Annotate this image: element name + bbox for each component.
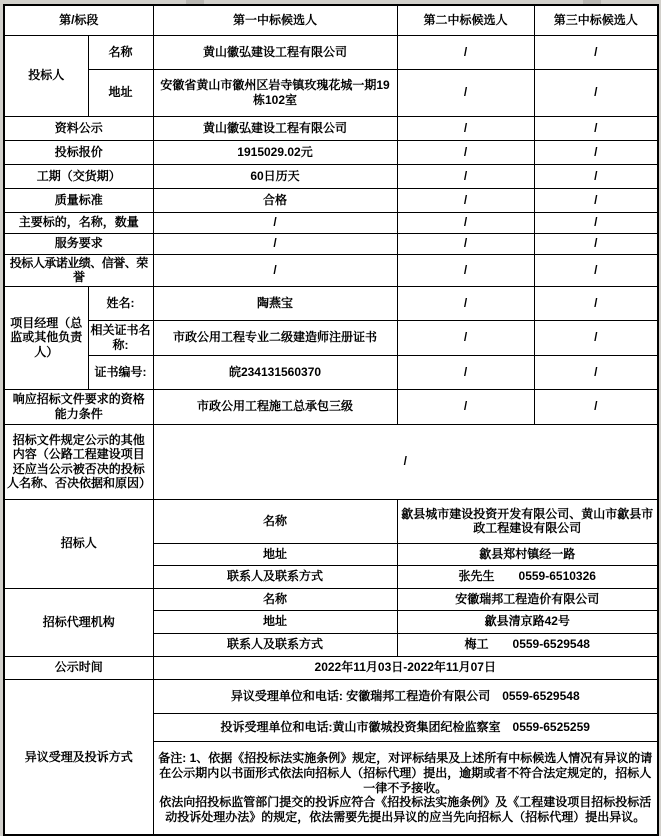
header-section: 第/标段 (4, 5, 153, 35)
pm-certificate-name-label: 相关证书名称: (88, 320, 153, 355)
publicity-period-label: 公示时间 (4, 656, 153, 679)
project-manager-label: 项目经理（总监或其他负责人） (4, 286, 88, 389)
table-row (4, 320, 658, 355)
qualification-value: 市政公用工程施工总承包三级 (153, 389, 397, 424)
table-row (4, 69, 658, 116)
table-header-row (4, 5, 658, 35)
empty-slash-cell: / (534, 69, 658, 116)
bidder-address-value: 安徽省黄山市徽州区岩寺镇玫瑰花城一期19栋102室 (153, 69, 397, 116)
table-row (4, 233, 658, 254)
table-row (4, 188, 658, 212)
objection-note-cell (153, 741, 658, 835)
empty-slash-cell: / (534, 188, 658, 212)
header-second-candidate: 第二中标候选人 (397, 5, 534, 35)
publicity-period-value: 2022年11月03日-2022年11月07日 (153, 656, 658, 679)
bidder-label: 投标人 (4, 35, 88, 116)
empty-slash-cell: / (534, 212, 658, 233)
empty-slash-cell: / (397, 286, 534, 320)
header-third-candidate: 第三中标候选人 (534, 5, 658, 35)
table-row (4, 116, 658, 140)
table-row (4, 355, 658, 389)
table-row (4, 140, 658, 164)
empty-slash-cell: / (534, 389, 658, 424)
objection-unit-value: 异议受理单位和电话: 安徽瑞邦工程造价有限公司 0559-6529548 (153, 679, 658, 713)
pm-certificate-no-label: 证书编号: (88, 355, 153, 389)
agency-name-label: 名称 (153, 588, 397, 610)
table-row (4, 35, 658, 69)
empty-slash-cell: / (534, 233, 658, 254)
empty-slash-cell: / (534, 355, 658, 389)
empty-slash-cell: / (397, 116, 534, 140)
qualification-label: 响应招标文件要求的资格能力条件 (4, 389, 153, 424)
empty-slash-cell: / (534, 164, 658, 188)
agency-label: 招标代理机构 (4, 588, 153, 656)
empty-slash-cell: / (397, 355, 534, 389)
empty-slash-cell: / (397, 164, 534, 188)
empty-slash-cell: / (397, 254, 534, 286)
tenderer-label: 招标人 (4, 499, 153, 588)
bidder-address-label: 地址 (88, 69, 153, 116)
empty-slash-cell: / (397, 320, 534, 355)
agency-address-value: 歙县清京路42号 (397, 610, 658, 633)
table-row (4, 254, 658, 286)
table-row (4, 164, 658, 188)
row-value: / (153, 212, 397, 233)
row-label-duration: 工期（交货期） (4, 164, 153, 188)
tenderer-name-label: 名称 (153, 499, 397, 543)
row-value: / (153, 254, 397, 286)
objection-note-paragraph-2: 依法向招投标监管部门提交的投诉应符合《招投标法实施条例》及《工程建设项目招标投标活动投诉处理办法》的规定，依法需要先提出异议的应当先向招标人（招标代理）提出异议。 (159, 795, 652, 824)
table-row (4, 656, 658, 679)
agency-address-label: 地址 (153, 610, 397, 633)
empty-slash-cell: / (397, 212, 534, 233)
empty-slash-cell: / (534, 320, 658, 355)
empty-slash-cell: / (534, 35, 658, 69)
row-label-service-requirement: 服务要求 (4, 233, 153, 254)
table-row (4, 389, 658, 424)
objection-note-paragraph-1: 备注: 1、依据《招投标法实施条例》规定，对评标结果及上述所有中标候选人情况有异议的请在公示期内以书面形式依法向招标人（招标代理）提出，逾期或者不符合法定规定的，招标人一律不予接收。 (158, 751, 653, 795)
row-value: 60日历天 (153, 164, 397, 188)
bidder-name-value: 黄山徽弘建设工程有限公司 (153, 35, 397, 69)
table-row (4, 588, 658, 610)
bidder-name-label: 名称 (88, 35, 153, 69)
tenderer-address-label: 地址 (153, 543, 397, 565)
empty-slash-cell: / (534, 286, 658, 320)
row-label-bid-price: 投标报价 (4, 140, 153, 164)
tenderer-contact-label: 联系人及联系方式 (153, 565, 397, 588)
empty-slash-cell: / (534, 116, 658, 140)
empty-slash-cell: / (397, 233, 534, 254)
row-value: 1915029.02元 (153, 140, 397, 164)
complaint-unit-value: 投诉受理单位和电话:黄山市徽城投资集团纪检监察室 0559-6525259 (153, 713, 658, 741)
tenderer-name-value: 歙县城市建设投资开发有限公司、黄山市歙县市政工程建设有限公司 (397, 499, 658, 543)
empty-slash-cell: / (534, 140, 658, 164)
row-value: 黄山徽弘建设工程有限公司 (153, 116, 397, 140)
empty-slash-cell: / (397, 35, 534, 69)
table-row (4, 286, 658, 320)
agency-contact-value: 梅工 0559-6529548 (397, 633, 658, 656)
empty-slash-cell: / (397, 389, 534, 424)
empty-slash-cell: / (397, 69, 534, 116)
pm-certificate-name-value: 市政公用工程专业二级建造师注册证书 (153, 320, 397, 355)
agency-name-value: 安徽瑞邦工程造价有限公司 (397, 588, 658, 610)
table-row (4, 424, 658, 499)
row-label-quality-standard: 质量标准 (4, 188, 153, 212)
table-row (4, 212, 658, 233)
empty-slash-cell: / (397, 188, 534, 212)
other-content-label: 招标文件规定公示的其他内容（公路工程建设项目还应当公示被否决的投标人名称、否决依据和原因） (4, 424, 153, 499)
agency-contact-label: 联系人及联系方式 (153, 633, 397, 656)
row-label-bidder-commitment: 投标人承诺业绩、信誉、荣誉 (4, 254, 153, 286)
empty-slash-cell: / (534, 254, 658, 286)
pm-certificate-no-value: 皖234131560370 (153, 355, 397, 389)
row-label-material-publicity: 资料公示 (4, 116, 153, 140)
objection-label: 异议受理及投诉方式 (4, 679, 153, 835)
bid-candidates-table (3, 4, 659, 836)
row-value: 合格 (153, 188, 397, 212)
pm-name-value: 陶燕宝 (153, 286, 397, 320)
pm-name-label: 姓名: (88, 286, 153, 320)
header-first-candidate: 第一中标候选人 (153, 5, 397, 35)
other-content-value: / (153, 424, 658, 499)
empty-slash-cell: / (397, 140, 534, 164)
table-row (4, 499, 658, 543)
tenderer-contact-value: 张先生 0559-6510326 (397, 565, 658, 588)
table-row (4, 679, 658, 713)
row-value: / (153, 233, 397, 254)
row-label-main-subject: 主要标的，名称，数量 (4, 212, 153, 233)
tenderer-address-value: 歙县郑村镇经一路 (397, 543, 658, 565)
